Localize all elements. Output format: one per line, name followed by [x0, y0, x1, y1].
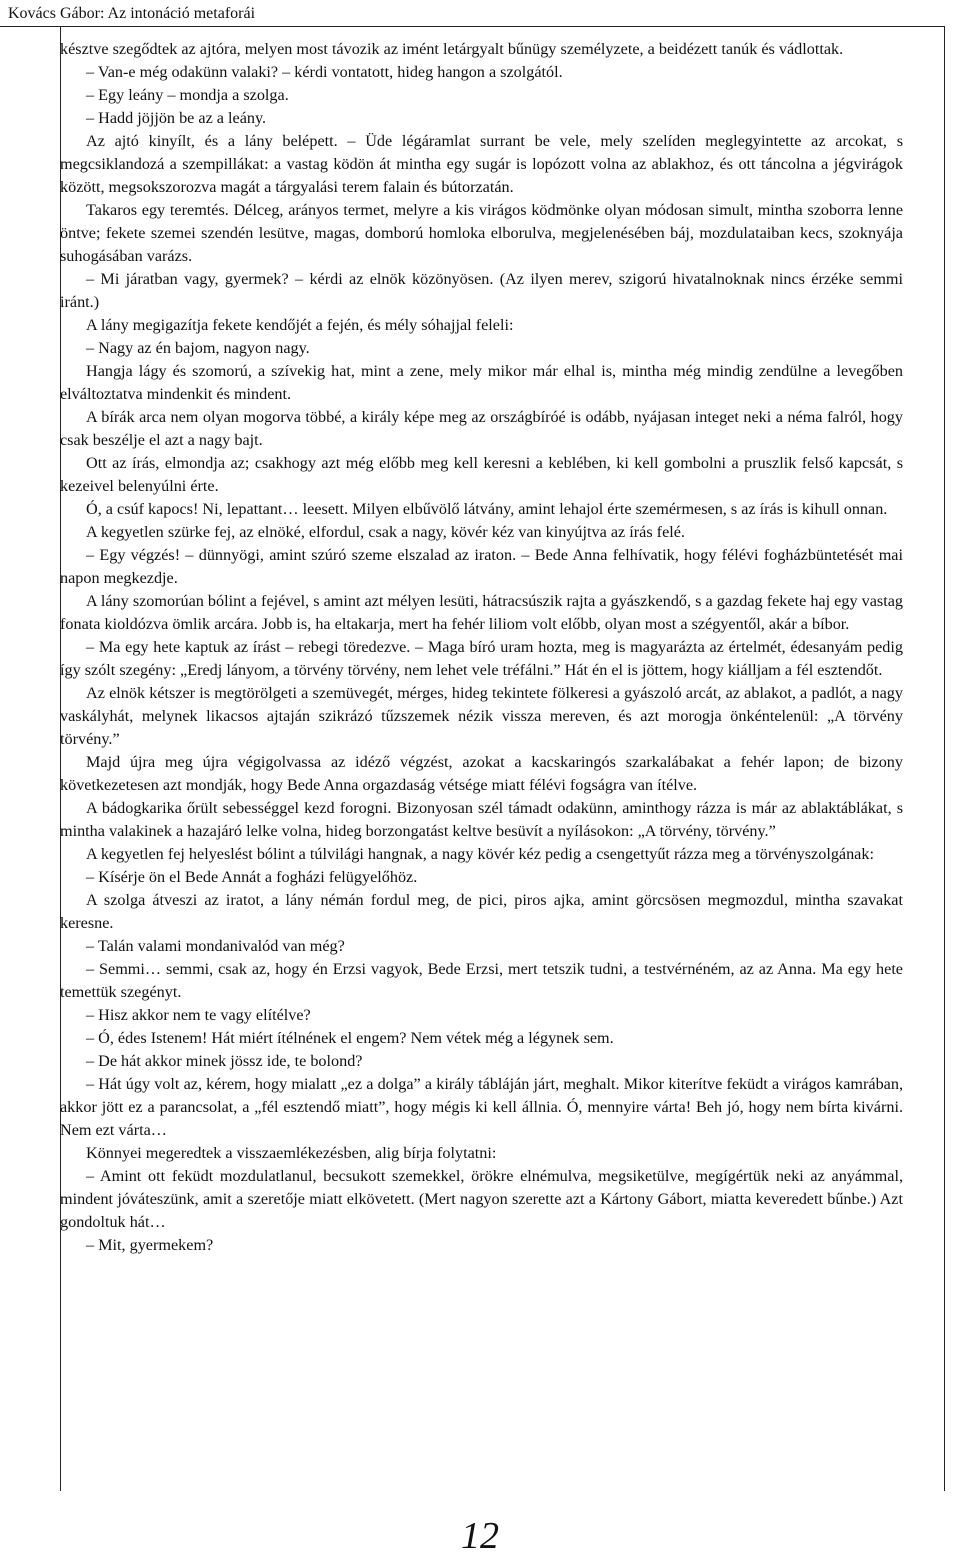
- paragraph: A szolga átveszi az iratot, a lány némán fordul meg, de pici, piros ajka, amint görcsösen megmozdul, mintha szavakat keresne.: [60, 891, 903, 932]
- body-text: [60, 38, 903, 1257]
- paragraph: – Hadd jöjjön be az a leány.: [86, 109, 267, 127]
- paragraph: – Ó, édes Istenem! Hát miért ítélnének el engem? Nem vétek még a légynek sem.: [86, 1029, 614, 1047]
- paragraph: Takaros egy teremtés. Délceg, arányos termet, melyre a kis virágos ködmönke olyan módosan simult, mintha szoborra lenne öntve; fekete szemei szendén lesütve, magas, domború homloka elborulva, megjelenésében báj, mozdulataiban kecs, szoknyája suhogásában varázs.: [60, 201, 903, 265]
- paragraph: Hangja lágy és szomorú, a szívekig hat, mint a zene, mely mikor már elhal is, mintha még mindig zendülne a levegőben elváltoztatva mindenkit és mindent.: [60, 362, 903, 403]
- paragraph: Könnyei megeredtek a visszaemlékezésben, alig bírja folytatni:: [86, 1144, 497, 1162]
- page-number: 12: [461, 1515, 499, 1557]
- header-rule: [0, 26, 944, 27]
- paragraph: Az ajtó kinyílt, és a lány belépett. – Üde légáramlat surrant be vele, mely szelíden meglegyintette az arcokat, s megcsiklandozá a szempillákat: a vastag ködön át mintha egy sugár is lopózott volna az ablakhoz, és ott táncolna a jégvirágok között, megsokszorozva magát a tárgyalási terem falain és bútorzatán.: [60, 132, 903, 196]
- paragraph: – Mi járatban vagy, gyermek? – kérdi az elnök közönyösen. (Az ilyen merev, szigorú hivatalnoknak nincs érzéke semmi iránt.): [60, 270, 903, 311]
- paragraph: – Kísérje ön el Bede Annát a fogházi felügyelőhöz.: [86, 868, 418, 886]
- paragraph: A lány szomorúan bólint a fejével, s amint azt mélyen lesüti, hátracsúszik rajta a gyászkendő, s a gazdag fekete haj egy vastag fonata kioldózva ömlik arcára. Jobb is, ha eltakarja, mert ha fehér liliom volt előbb, olyan most a szégyentől, akár a bíbor.: [60, 592, 903, 633]
- paragraph: A bádogkarika őrült sebességgel kezd forogni. Bizonyosan szél támadt odakünn, aminthogy rázza is már az ablaktáblákat, s mintha valakinek a hazajáró lelke volna, hideg borzongatást keltve besüvít a nyílásokon: „A törvény, törvény.”: [60, 799, 903, 840]
- paragraph: – Hát úgy volt az, kérem, hogy mialatt „ez a dolga” a király tábláján járt, meghalt. Mikor kiterítve feküdt a virágos kamrában, akkor jött ez a parancsolat, a „fél esztendő miatt”, hogy mégis ki kell állnia. Ó, mennyire várta! Beh jó, hogy nem bírta kivárni. Nem ezt várta…: [60, 1075, 903, 1139]
- paragraph: Ó, a csúf kapocs! Ni, lepattant… leesett. Milyen elbűvölő látvány, amint lehajol érte szemérmesen, s az írás is kihull onnan.: [86, 500, 888, 518]
- paragraph: – Van-e még odakünn valaki? – kérdi vontatott, hideg hangon a szolgától.: [86, 63, 563, 81]
- paragraph: – Mit, gyermekem?: [86, 1236, 214, 1254]
- paragraph: A kegyetlen szürke fej, az elnöké, elfordul, csak a nagy, kövér kéz van kinyújtva az írás felé.: [86, 523, 685, 541]
- paragraph: – Semmi… semmi, csak az, hogy én Erzsi vagyok, Bede Erzsi, mert tetszik tudni, a testvérnéném, az az Anna. Ma egy hete temettük szegényt.: [60, 960, 903, 1001]
- paragraph: – Amint ott feküdt mozdulatlanul, becsukott szemekkel, örökre elnémulva, megsiketülve, megígértük neki az anyámmal, mindent jóváteszünk, amit a szeretője miatt elkövetett. (Mert nagyon szerette azt a Kártony Gábort, miatta keveredett bűnbe.) Azt gondoltuk hát…: [60, 1167, 903, 1231]
- paragraph: A lány megigazítja fekete kendőjét a fején, és mély sóhajjal feleli:: [86, 316, 514, 334]
- paragraph: A bírák arca nem olyan mogorva többé, a király képe meg az országbíróé is odább, nyájasan integet neki a néma falról, hogy csak beszélje el azt a nagy bajt.: [60, 408, 903, 449]
- paragraph: – De hát akkor minek jössz ide, te bolond?: [86, 1052, 363, 1070]
- paragraph: késztve szegődtek az ajtóra, melyen most távozik az imént letárgyalt bűnügy személyzete, a beidézett tanúk és vádlottak.: [60, 40, 844, 58]
- paragraph: – Egy leány – mondja a szolga.: [86, 86, 289, 104]
- paragraph: – Nagy az én bajom, nagyon nagy.: [86, 339, 310, 357]
- running-title: Kovács Gábor: Az intonáció metaforái: [8, 5, 256, 22]
- paragraph: – Talán valami mondanivalód van még?: [86, 937, 345, 955]
- paragraph: – Ma egy hete kaptuk az írást – rebegi töredezve. – Maga bíró uram hozta, meg is magyarázta az értelmét, édesanyám pedig így szólt szegény: „Eredj lányom, a törvény törvény, nem lehet vele tréfálni.” Hát én el is jöttem, hogy kiálljam a fél esztendőt.: [60, 638, 903, 679]
- paragraph: Majd újra meg újra végigolvassa az idéző végzést, azokat a kacskaringós szarkalábakat a fehér lapon; de bizony következetesen azt mondják, hogy Bede Anna orgazdaság vétsége miatt félévi fogságra van ítélve.: [60, 753, 903, 794]
- paragraph: – Egy végzés! – dünnyögi, amint szúró szeme elszalad az iraton. – Bede Anna felhívatik, hogy félévi fogházbüntetését mai napon megkezdje.: [60, 546, 903, 587]
- paragraph: – Hisz akkor nem te vagy elítélve?: [86, 1006, 311, 1024]
- paragraph: Az elnök kétszer is megtörölgeti a szemüvegét, mérges, hideg tekintete fölkeresi a gyászoló arcát, az ablakot, a padlót, a nagy vaskályhát, melynek likacsos ajtaján szikrázó tűzszemek nézik vissza mereven, és azt morogja önkéntelenül: „A törvény törvény.”: [60, 684, 903, 748]
- paragraph: A kegyetlen fej helyeslést bólint a túlvilági hangnak, a nagy kövér kéz pedig a csengettyűt rázza meg a törvényszolgának:: [86, 845, 874, 863]
- paragraph: Ott az írás, elmondja az; csakhogy azt még előbb meg kell keresni a keblében, ki kell gombolni a pruszlik felső kapcsát, s kezeivel belenyúlni érte.: [60, 454, 903, 495]
- right-margin-rule: [944, 26, 945, 1491]
